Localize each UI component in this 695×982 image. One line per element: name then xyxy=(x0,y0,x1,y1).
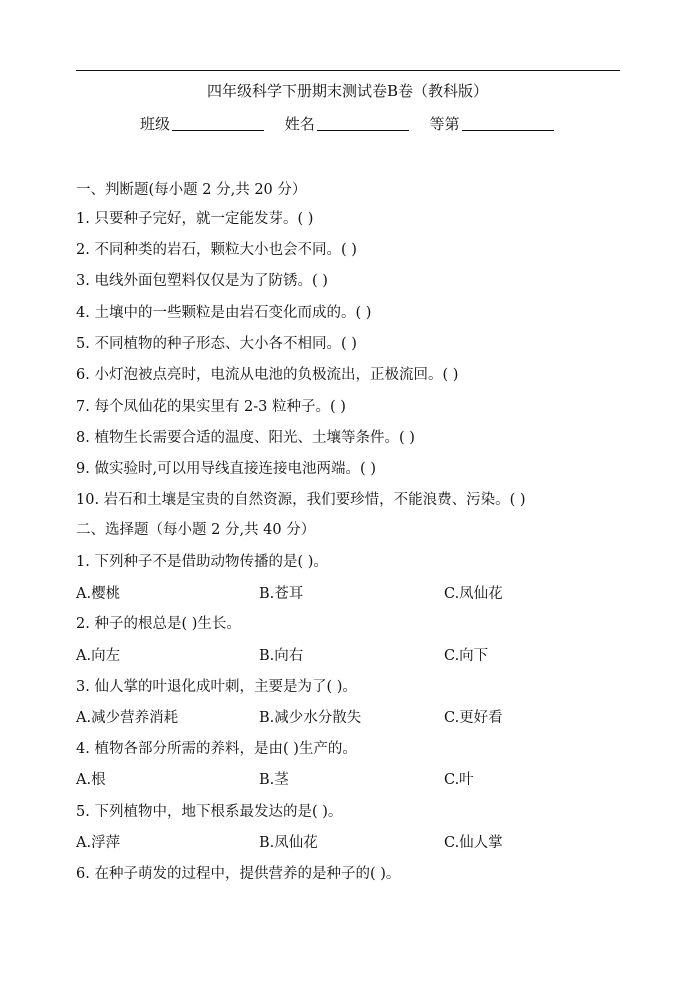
choice-question: 1. 下列种子不是借助动物传播的是( )。 xyxy=(76,554,328,570)
choice-question: 3. 仙人掌的叶退化成叶刺，主要是为了( )。 xyxy=(76,679,357,695)
judge-item: 2. 不同种类的岩石，颗粒大小也会不同。( ) xyxy=(76,242,357,258)
option-a: A.樱桃 xyxy=(76,586,121,602)
grade-blank[interactable] xyxy=(462,116,554,131)
judge-item: 7. 每个凤仙花的果实里有 2-3 粒种子。( ) xyxy=(76,399,346,415)
name-blank[interactable] xyxy=(317,116,409,131)
option-a: A.根 xyxy=(76,772,106,788)
judge-item: 1. 只要种子完好，就一定能发芽。( ) xyxy=(76,211,314,227)
choice-question: 4. 植物各部分所需的养料，是由( )生产的。 xyxy=(76,741,357,757)
option-c: C.向下 xyxy=(444,648,489,664)
option-b: B.茎 xyxy=(259,772,289,788)
option-a: A.减少营养消耗 xyxy=(76,710,179,726)
class-field xyxy=(140,113,264,134)
judge-item: 6. 小灯泡被点亮时，电流从电池的负极流出，正极流回。( ) xyxy=(76,367,459,383)
option-b: B.凤仙花 xyxy=(259,835,318,851)
choice-question: 6. 在种子萌发的过程中，提供营养的是种子的( )。 xyxy=(76,866,401,882)
class-label: 班级 xyxy=(140,115,171,133)
judge-item: 4. 土壤中的一些颗粒是由岩石变化而成的。( ) xyxy=(76,305,372,321)
option-c: C.凤仙花 xyxy=(444,586,503,602)
option-a: A.向左 xyxy=(76,648,121,664)
top-rule xyxy=(76,70,620,71)
student-info-fields xyxy=(140,113,570,134)
section1-heading: 一、判断题(每小题 2 分,共 20 分） xyxy=(76,182,307,198)
name-field xyxy=(285,113,409,134)
option-c: C.仙人掌 xyxy=(444,835,503,851)
name-label: 姓名 xyxy=(284,115,315,133)
judge-item: 8. 植物生长需要合适的温度、阳光、土壤等条件。( ) xyxy=(76,430,415,446)
judge-item: 3. 电线外面包塑料仅仅是为了防锈。( ) xyxy=(76,273,328,289)
option-c: C.更好看 xyxy=(444,710,503,726)
grade-label: 等第 xyxy=(429,115,460,133)
option-c: C.叶 xyxy=(444,772,474,788)
option-b: B.减少水分散失 xyxy=(259,710,362,726)
judge-item: 9. 做实验时,可以用导线直接连接电池两端。( ) xyxy=(76,461,376,477)
option-a: A.浮萍 xyxy=(76,835,121,851)
class-blank[interactable] xyxy=(172,116,264,131)
section2-heading: 二、选择题（每小题 2 分,共 40 分） xyxy=(76,522,316,538)
option-b: B.向右 xyxy=(259,648,304,664)
grade-field xyxy=(430,113,554,134)
choice-question: 5. 下列植物中，地下根系最发达的是( )。 xyxy=(76,804,343,820)
judge-item: 5. 不同植物的种子形态、大小各不相同。( ) xyxy=(76,336,357,352)
choice-question: 2. 种子的根总是( )生长。 xyxy=(76,616,241,632)
option-b: B.苍耳 xyxy=(259,586,304,602)
judge-item: 10. 岩石和土壤是宝贵的自然资源，我们要珍惜，不能浪费、污染。( ) xyxy=(76,492,526,508)
page-title: 四年级科学下册期末测试卷B卷（教科版） xyxy=(206,82,489,100)
